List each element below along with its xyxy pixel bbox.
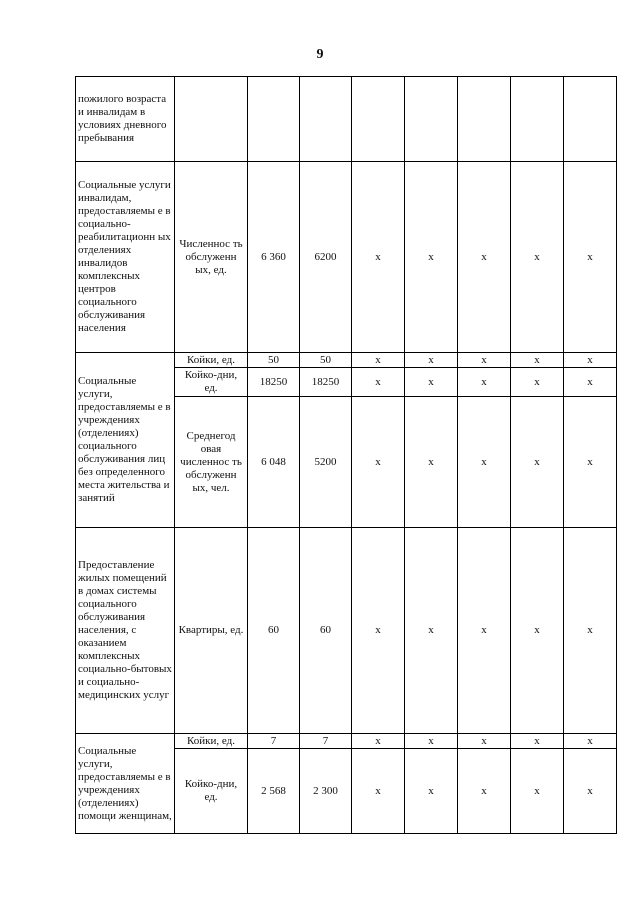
x-cell: x — [564, 734, 617, 749]
value-cell: 18250 — [300, 368, 352, 397]
x-cell: x — [511, 162, 564, 353]
table-row — [76, 528, 617, 734]
value-cell: 60 — [248, 528, 300, 734]
x-cell: x — [405, 734, 458, 749]
unit-cell — [175, 77, 248, 162]
x-cell: x — [458, 368, 511, 397]
value-cell: 2 568 — [248, 749, 300, 834]
value-cell: 60 — [300, 528, 352, 734]
unit-cell: Численнос ть обслуженн ых, ед. — [175, 162, 248, 353]
x-cell: x — [564, 397, 617, 528]
x-cell: x — [564, 368, 617, 397]
value-cell: 50 — [248, 353, 300, 368]
service-name-cell: Социальные услуги инвалидам, предоставляемы е в социально-реабилитационн ых отделениях инвалидов комплексных центров социального обслуживания населения — [76, 162, 175, 353]
value-cell: 7 — [300, 734, 352, 749]
x-cell: x — [511, 528, 564, 734]
x-cell — [511, 77, 564, 162]
x-cell: x — [405, 749, 458, 834]
service-name-cell: Предоставление жилых помещений в домах системы социального обслуживания населения, с оказанием комплексных социально-бытовых и социально-медицинских услуг — [76, 528, 175, 734]
x-cell: x — [511, 368, 564, 397]
unit-cell: Среднегод овая численнос ть обслуженн ых, чел. — [175, 397, 248, 528]
value-cell: 2 300 — [300, 749, 352, 834]
x-cell: x — [405, 368, 458, 397]
x-cell: x — [511, 397, 564, 528]
x-cell: x — [458, 353, 511, 368]
x-cell: x — [405, 528, 458, 734]
x-cell: x — [511, 749, 564, 834]
x-cell: x — [458, 528, 511, 734]
table-row — [76, 77, 617, 162]
value-cell: 5200 — [300, 397, 352, 528]
x-cell: x — [458, 749, 511, 834]
table-row — [76, 162, 617, 353]
x-cell: x — [458, 162, 511, 353]
x-cell: x — [511, 353, 564, 368]
x-cell: x — [511, 734, 564, 749]
x-cell: x — [352, 528, 405, 734]
x-cell: x — [352, 353, 405, 368]
value-cell: 18250 — [248, 368, 300, 397]
unit-cell: Койки, ед. — [175, 353, 248, 368]
table-row — [76, 734, 617, 749]
unit-cell: Койки, ед. — [175, 734, 248, 749]
x-cell — [405, 77, 458, 162]
x-cell: x — [458, 397, 511, 528]
x-cell: x — [405, 162, 458, 353]
unit-cell: Квартиры, ед. — [175, 528, 248, 734]
value-cell: 7 — [248, 734, 300, 749]
value-cell — [300, 77, 352, 162]
x-cell — [458, 77, 511, 162]
x-cell — [352, 77, 405, 162]
x-cell: x — [352, 734, 405, 749]
x-cell: x — [564, 162, 617, 353]
unit-cell: Койко-дни, ед. — [175, 749, 248, 834]
x-cell: x — [352, 397, 405, 528]
x-cell: x — [564, 353, 617, 368]
x-cell: x — [352, 162, 405, 353]
services-table — [75, 76, 617, 834]
x-cell — [564, 77, 617, 162]
x-cell: x — [405, 353, 458, 368]
service-name-cell: пожилого возраста и инвалидам в условиях дневного пребывания — [76, 77, 175, 162]
value-cell: 6200 — [300, 162, 352, 353]
page-number: 9 — [316, 47, 324, 62]
value-cell: 6 048 — [248, 397, 300, 528]
x-cell: x — [458, 734, 511, 749]
x-cell: x — [405, 397, 458, 528]
table-row — [76, 353, 617, 368]
value-cell — [248, 77, 300, 162]
service-name-cell: Социальные услуги, предоставляемы е в учреждениях (отделениях) помощи женщинам, — [76, 734, 175, 834]
value-cell: 50 — [300, 353, 352, 368]
x-cell: x — [564, 749, 617, 834]
value-cell: 6 360 — [248, 162, 300, 353]
unit-cell: Койко-дни, ед. — [175, 368, 248, 397]
service-name-cell: Социальные услуги, предоставляемы е в учреждениях (отделениях) социального обслуживания лиц без определенного места жительства и занятий — [76, 353, 175, 528]
x-cell: x — [564, 528, 617, 734]
x-cell: x — [352, 368, 405, 397]
x-cell: x — [352, 749, 405, 834]
